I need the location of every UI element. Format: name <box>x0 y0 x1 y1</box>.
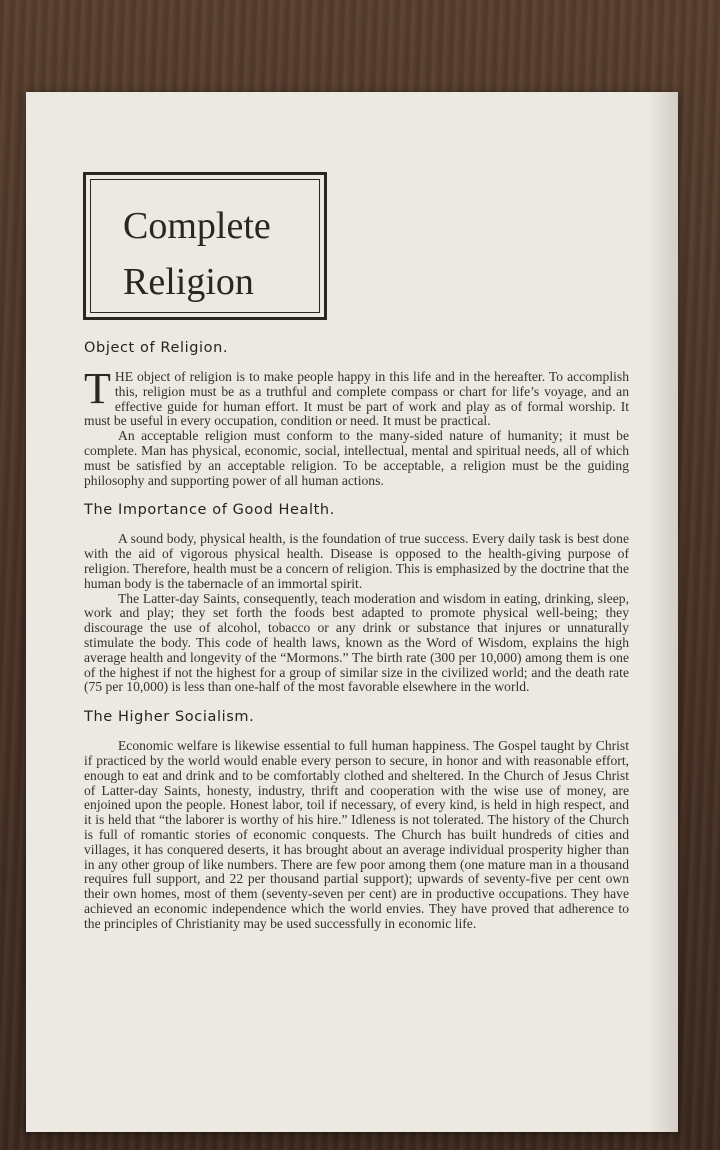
title-frame-inner <box>90 179 320 313</box>
section-heading: The Importance of Good Health. <box>84 502 335 519</box>
section-heading: Object of Religion. <box>84 340 229 356</box>
section-higher-socialism <box>84 709 629 931</box>
title-line-1: Complete <box>123 205 271 247</box>
paragraph <box>84 364 629 429</box>
paragraph-text: HE object of religion is to make people happy in this life and in the hereafter. To accomplish this, religion must be as a truthful and complete compass or chart for life’s voyage, and an effective guide for human effort. It must be part of work and play as of formal worship. It must be useful in every occupation, condition or need. It must be practical. <box>84 369 629 429</box>
paragraph: A sound body, physical health, is the foundation of true success. Every daily task is best done with the aid of vigorous physical health. Disease is opposed to the health-giving purpose of religion. Therefore, health must be a concern of religion. This is emphasized by the doctrine that the human body is the tabernacle of an immortal spirit. <box>84 531 629 591</box>
section-object-of-religion <box>84 340 629 488</box>
paragraph: An acceptable religion must conform to the many-sided nature of humanity; it must be complete. Man has physical, economic, social, intellectual, mental and spiritual needs, all of which must be satisfied by an acceptable religion. To be acceptable, a religion must be the guiding philosophy and supporting power of all human actions. <box>84 428 629 488</box>
document-page <box>26 92 678 1132</box>
section-heading: The Higher Socialism. <box>84 709 255 726</box>
title-line-2: Religion <box>123 261 254 303</box>
paragraph: Economic welfare is likewise essential to full human happiness. The Gospel taught by Christ if practiced by the world would enable every person to secure, in honor and with reasonable effort, enough to eat and drink and to be comfortably clothed and sheltered. In the Church of Jesus Christ of Latter-day Saints, honesty, industry, thrift and cooperation with the wise use of money, are enjoined upon the people. Honest labor, toil if necessary, of every kind, is held in high respect, and it is held that “the laborer is worthy of his hire.” Idleness is not tolerated. The history of the Church is full of romantic stories of economic conquests. The Church has built hundreds of cities and villages, it has conquered deserts, it has brought about an average individual prosperity higher than in any other group of like numbers. There are few poor among them (one mature man in a thousand requires full support, and 22 per thousand partial support); upwards of seventy-five per cent own their own homes, most of them (seventy-seven per cent) are in productive occupations. They have achieved an economic independence which the world envies. They have proved that adherence to the principles of Christianity may be used successfully in economic life. <box>84 738 629 931</box>
section-good-health <box>84 502 629 695</box>
article-body <box>84 340 629 946</box>
paragraph: The Latter-day Saints, consequently, teach moderation and wisdom in eating, drinking, sleep, work and play; they set forth the foods best adapted to promote physical well-being; they discourage the use of alcohol, tobacco or any drink or substance that injures or unnaturally stimulate the body. This code of health laws, known as the Word of Wisdom, explains the high average health and longevity of the “Mormons.” The birth rate (300 per 10,000) among them is one of the highest if not the highest for a group of similar size in the civilized world; and the death rate (75 per 10,000) is less than one-half of the most favorable elsewhere in the world. <box>84 590 629 695</box>
drop-cap: T <box>84 364 111 413</box>
title-frame <box>83 172 327 320</box>
